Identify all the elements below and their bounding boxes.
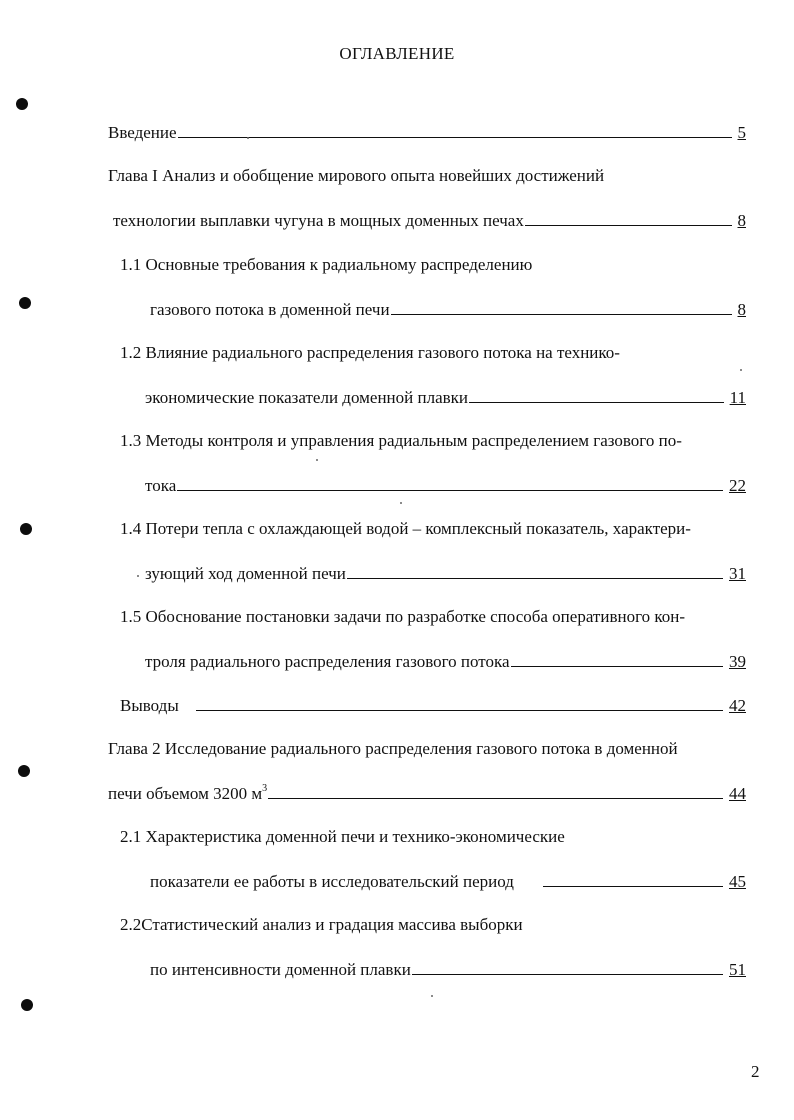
scan-speck [137,575,139,577]
toc-entry-page: 22 [729,476,746,495]
punch-hole-mark [18,765,30,777]
scan-speck [740,369,742,371]
toc-entry-section-1-5-line1[interactable]: 1.5 Обоснование постановки задачи по разработке способа оперативного кон- [120,607,686,626]
toc-entry-section-1-5-line2[interactable] [145,648,746,674]
toc-entry-chapter-2-line2[interactable] [108,780,746,806]
toc-entry-text-main: печи объемом 3200 м [108,784,263,803]
toc-entry-section-1-1-line2[interactable] [150,296,746,322]
toc-entry-page: 8 [737,300,746,319]
scan-speck [431,995,433,997]
superscript-exponent: 3 [262,783,268,794]
dot-leader [268,780,723,799]
toc-entry-conclusions[interactable] [120,692,746,718]
dot-leader [469,384,724,403]
toc-entry-text: экономические показатели доменной плавки [145,388,468,407]
toc-entry-section-1-3-line1[interactable]: 1.3 Методы контроля и управления радиальным распределением газового по- [120,431,682,450]
toc-entry-page: 8 [737,211,746,230]
toc-entry-section-1-1-line1[interactable]: 1.1 Основные требования к радиальному распределению [120,255,533,274]
page-number: 2 [751,1062,760,1081]
punch-hole-mark [20,523,32,535]
dot-leader [178,119,732,138]
punch-hole-mark [16,98,28,110]
scan-speck [400,502,402,504]
toc-entry-chapter-2-line1[interactable]: Глава 2 Исследование радиального распределения газового потока в доменной [108,739,678,758]
toc-entry-text [108,781,267,807]
toc-entry-section-2-1-line1[interactable]: 2.1 Характеристика доменной печи и технико-экономические [120,827,565,846]
toc-entry-section-1-4-line2[interactable] [145,560,746,586]
toc-entry-chapter-1-line2[interactable] [113,207,746,233]
toc-entry-page: 39 [729,652,746,671]
toc-entry-page: 42 [729,696,746,715]
dot-leader [412,956,723,975]
toc-entry-section-1-4-line1[interactable]: 1.4 Потери тепла с охлаждающей водой – комплексный показатель, характери- [120,519,691,538]
toc-entry-introduction[interactable] [108,119,746,145]
toc-entry-page: 51 [729,960,746,979]
toc-entry-text: Выводы [120,696,179,715]
scan-speck [316,459,318,461]
toc-entry-page: 5 [737,123,746,142]
toc-entry-section-1-2-line1[interactable]: 1.2 Влияние радиального распределения газового потока на технико- [120,343,620,362]
toc-entry-page: 11 [729,388,746,407]
dot-leader [347,560,723,579]
toc-entry-text: Введение [108,123,177,142]
toc-entry-text: тока [145,476,177,495]
toc-entry-text: газового потока в доменной печи [150,300,390,319]
toc-entry-page: 44 [729,784,746,803]
dot-leader [511,648,723,667]
toc-entry-chapter-1-line1[interactable]: Глава I Анализ и обобщение мирового опыта новейших достижений [108,166,605,185]
toc-entry-section-1-3-line2[interactable] [145,472,746,498]
toc-entry-text: троля радиального распределения газового потока [145,652,510,671]
toc-entry-text: технологии выплавки чугуна в мощных доменных печах [113,211,524,230]
dot-leader [196,692,723,711]
punch-hole-mark [19,297,31,309]
toc-entry-text: зующий ход доменной печи [145,564,346,583]
dot-leader [177,472,723,491]
toc-entry-text: показатели ее работы в исследовательский период [150,872,514,891]
toc-title: ОГЛАВЛЕНИЕ [339,44,455,63]
toc-entry-page: 31 [729,564,746,583]
dot-leader [525,207,732,226]
punch-hole-mark [21,999,33,1011]
toc-entry-section-2-2-line1[interactable]: 2.2Статистический анализ и градация массива выборки [120,915,523,934]
toc-entry-page: 45 [729,872,746,891]
toc-entry-section-2-1-line2[interactable] [150,868,746,894]
dot-leader [391,296,732,315]
toc-entry-text: по интенсивности доменной плавки [150,960,411,979]
scan-speck [247,137,249,139]
toc-entry-section-1-2-line2[interactable] [145,384,746,410]
toc-entry-section-2-2-line2[interactable] [150,956,746,982]
dot-leader [543,868,723,887]
